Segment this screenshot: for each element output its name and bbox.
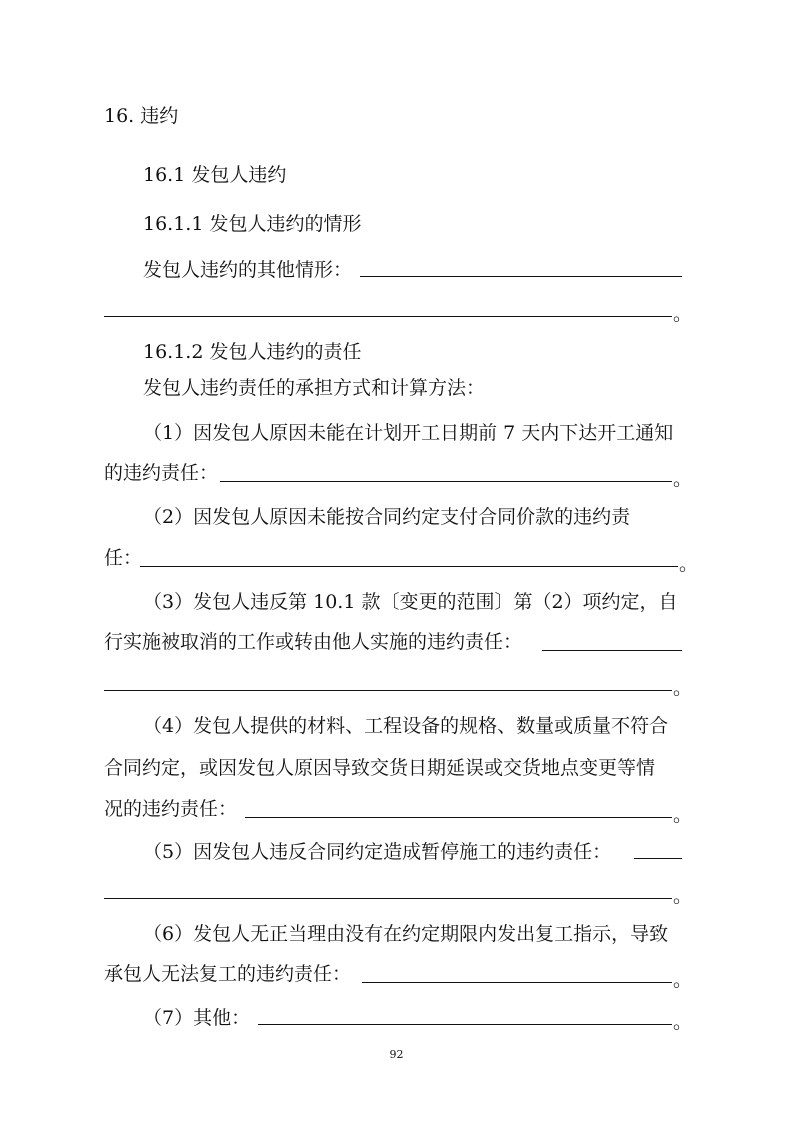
other-situations-label: 发包人违约的其他情形： [143, 259, 353, 281]
fill-blank[interactable] [258, 1024, 672, 1025]
page-number: 92 [389, 1048, 404, 1061]
period: 。 [673, 804, 693, 826]
fill-blank[interactable] [362, 982, 672, 983]
subsection-heading: 16.1 发包人违约 [143, 164, 287, 186]
section-heading: 16. 违约 [104, 105, 179, 127]
period: 。 [679, 553, 699, 575]
period: 。 [673, 969, 693, 991]
fill-blank[interactable] [104, 316, 672, 317]
fill-blank[interactable] [104, 898, 672, 899]
fill-blank[interactable] [140, 566, 678, 567]
item-1-line-2: 的违约责任： [104, 462, 219, 484]
fill-blank[interactable] [104, 690, 672, 691]
period: 。 [673, 885, 693, 907]
item-6-line-1: （6）发包人无正当理由没有在约定期限内发出复工指示，导致 [143, 923, 669, 945]
item-6-line-2: 承包人无法复工的违约责任： [104, 963, 352, 985]
subsubsection-heading: 16.1.1 发包人违约的情形 [143, 213, 362, 235]
fill-blank[interactable] [542, 650, 682, 651]
item-4-line-1: （4）发包人提供的材料、工程设备的规格、数量或质量不符合 [143, 715, 669, 737]
item-3-line-2: 行实施被取消的工作或转由他人实施的违约责任： [104, 631, 523, 653]
item-2-line-2: 任： [104, 547, 143, 569]
fill-blank[interactable] [245, 817, 672, 818]
item-4-line-3: 况的违约责任： [104, 798, 238, 820]
fill-blank[interactable] [220, 481, 672, 482]
item-4-line-2: 合同约定，或因发包人原因导致交货日期延误或交货地点变更等情 [104, 757, 656, 779]
period: 。 [673, 303, 693, 325]
item-3-line-1: （3）发包人违反第 10.1 款〔变更的范围〕第（2）项约定，自 [143, 591, 678, 613]
item-1-line-1: （1）因发包人原因未能在计划开工日期前 7 天内下达开工通知 [143, 422, 674, 444]
period: 。 [673, 677, 693, 699]
liability-method-label: 发包人违约责任的承担方式和计算方法： [143, 377, 486, 399]
item-5-line-1: （5）因发包人违反合同约定造成暂停施工的违约责任： [143, 841, 612, 863]
fill-blank[interactable] [634, 858, 682, 859]
period: 。 [673, 468, 693, 490]
item-2-line-1: （2）因发包人原因未能按合同约定支付合同价款的违约责 [143, 506, 631, 528]
item-7-line-1: （7）其他： [143, 1007, 251, 1029]
fill-blank[interactable] [360, 276, 682, 277]
subsubsection-heading: 16.1.2 发包人违约的责任 [143, 341, 362, 363]
period: 。 [673, 1011, 693, 1033]
